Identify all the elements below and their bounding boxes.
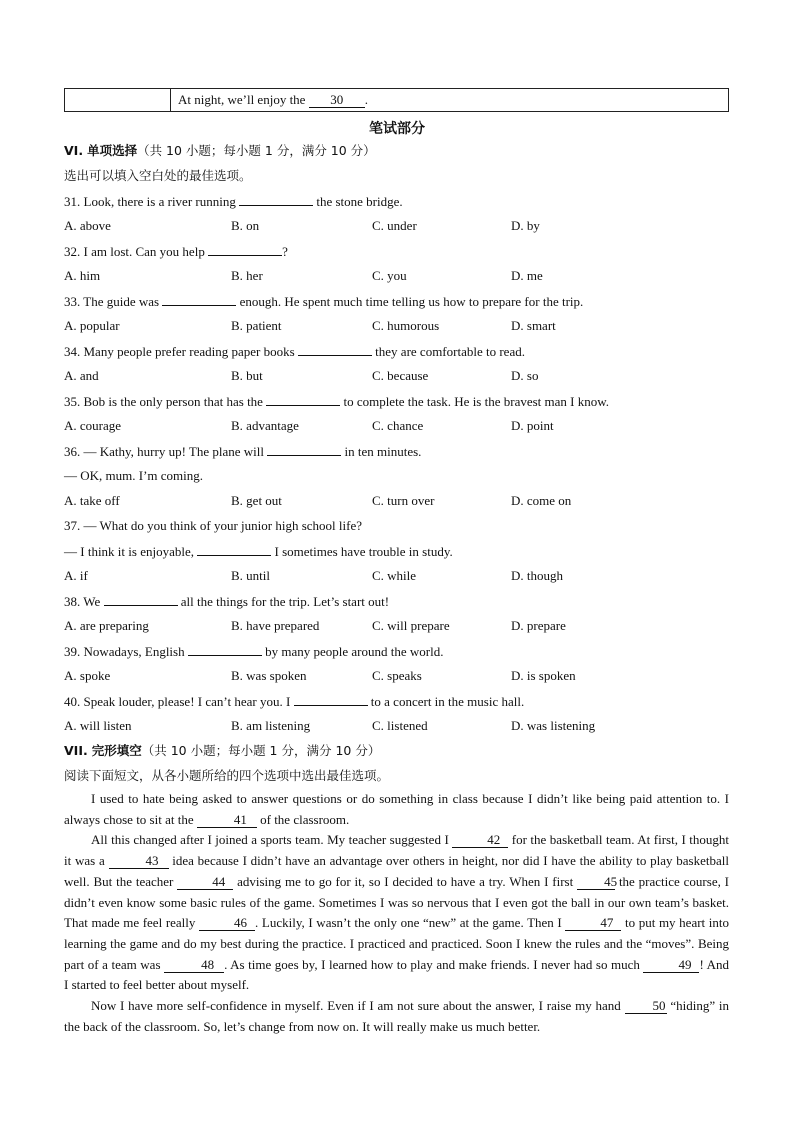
option-c: C. you bbox=[372, 268, 407, 283]
question-stem-end: enough. He spent much time telling us how to prepare for the trip. bbox=[239, 294, 584, 309]
option-d: D. though bbox=[511, 568, 563, 583]
option-a: A. courage bbox=[64, 418, 122, 433]
blank-43: 43 bbox=[109, 854, 169, 869]
question-36 bbox=[64, 443, 421, 460]
question-37: 37. — What do you think of your junior high school life? bbox=[64, 518, 362, 533]
option-d: D. come on bbox=[511, 493, 572, 508]
answer-table-row bbox=[64, 88, 729, 112]
question-stem: 39. Nowadays, English bbox=[64, 644, 185, 659]
section-title: 笔试部分 bbox=[369, 121, 425, 137]
answer-blank bbox=[298, 343, 372, 356]
option-c: C. humorous bbox=[372, 318, 440, 333]
question-stem: 33. The guide was bbox=[64, 294, 160, 309]
section-6-heading bbox=[64, 143, 376, 159]
question-stem: 40. Speak louder, please! I can’t hear you. I bbox=[64, 694, 291, 709]
question-34 bbox=[64, 343, 525, 360]
answer-blank bbox=[197, 543, 271, 556]
passage-text: “hiding” in the back of the classroom. So, let’s change from now on. It will really make us much better. bbox=[64, 998, 729, 1034]
passage-text: idea because I didn’t have an advantage over others in height, nor did I have the ability to play basketball well. But the teacher bbox=[64, 853, 729, 889]
blank-30: 30 bbox=[309, 93, 365, 108]
blank-48: 48 bbox=[164, 958, 224, 973]
option-c: C. chance bbox=[372, 418, 424, 433]
question-stem: 32. I am lost. Can you help bbox=[64, 244, 205, 259]
question-stem: 31. Look, there is a river running bbox=[64, 194, 236, 209]
cloze-passage bbox=[64, 789, 729, 1037]
option-a: A. are preparing bbox=[64, 618, 149, 633]
option-b: B. have prepared bbox=[231, 618, 320, 633]
option-d: D. by bbox=[511, 218, 540, 233]
question-38 bbox=[64, 593, 389, 610]
passage-paragraph-1 bbox=[64, 789, 729, 830]
option-c: C. while bbox=[372, 568, 417, 583]
passage-text: I used to hate being asked to answer questions or do something in class because I didn’t like being paid attention to. I always chose to sit at the bbox=[64, 791, 729, 827]
blank-49: 49 bbox=[643, 958, 699, 973]
option-a: A. above bbox=[64, 218, 111, 233]
blank-41: 41 bbox=[197, 813, 257, 828]
reply-text: — I think it is enjoyable, bbox=[64, 544, 194, 559]
option-b: B. until bbox=[231, 568, 271, 583]
answer-blank bbox=[239, 193, 313, 206]
passage-text: for the basketball team. At first, I thought it was a bbox=[64, 832, 730, 869]
option-a: A. and bbox=[64, 368, 99, 383]
option-a: A. will listen bbox=[64, 718, 132, 733]
table-cell-text bbox=[171, 89, 728, 111]
passage-text: . As time goes by, I learned how to play and make friends. I never had so much bbox=[224, 956, 640, 972]
table-text-end: . bbox=[364, 92, 368, 107]
question-39 bbox=[64, 643, 443, 660]
passage-text: advising me to go for it, so I decided to have a try. When I first bbox=[237, 873, 574, 889]
section-7-numeral: VII. bbox=[64, 743, 88, 758]
option-c: C. listened bbox=[372, 718, 428, 733]
answer-blank bbox=[104, 593, 178, 606]
section-7-title: 完形填空 bbox=[91, 743, 142, 758]
option-a: A. popular bbox=[64, 318, 120, 333]
section-6-instruction: 选出可以填入空白处的最佳选项。 bbox=[64, 168, 252, 183]
option-b: B. get out bbox=[231, 493, 282, 508]
section-6-numeral: VI. bbox=[64, 143, 84, 158]
option-d: D. so bbox=[511, 368, 539, 383]
section-7-points: （共 10 小题；每小题 1 分，满分 10 分） bbox=[141, 743, 381, 758]
question-33 bbox=[64, 293, 583, 310]
answer-blank bbox=[208, 243, 282, 256]
blank-46: 46 bbox=[199, 916, 255, 931]
question-stem: 38. We bbox=[64, 594, 101, 609]
question-stem-end: the stone bridge. bbox=[316, 194, 403, 209]
option-d: D. was listening bbox=[511, 718, 596, 733]
passage-text: the practice course, I didn’t even know some basic rules of the game. Sometimes I was so nervous that I even got the ball in our own team’s basket. That made me feel really bbox=[64, 873, 730, 931]
option-c: C. turn over bbox=[372, 493, 435, 508]
question-35 bbox=[64, 393, 609, 410]
section-6-title: 单项选择 bbox=[87, 143, 138, 158]
option-b: B. but bbox=[231, 368, 263, 383]
option-c: C. under bbox=[372, 218, 417, 233]
question-stem-end: they are comfortable to read. bbox=[375, 344, 525, 359]
question-40 bbox=[64, 693, 524, 710]
question-stem-end: all the things for the trip. Let’s start out! bbox=[180, 594, 390, 609]
blank-45: 45 bbox=[577, 875, 615, 890]
passage-text: of the classroom. bbox=[260, 811, 350, 827]
question-stem-end: to a concert in the music hall. bbox=[370, 694, 525, 709]
option-d: D. is spoken bbox=[511, 668, 576, 683]
passage-text: All this changed after I joined a sports team. My teacher suggested I bbox=[91, 832, 449, 848]
blank-44: 44 bbox=[177, 875, 233, 890]
passage-text: . Luckily, I wasn’t the only one “new” at the game. Then I bbox=[255, 915, 562, 931]
answer-blank bbox=[266, 393, 340, 406]
option-d: D. point bbox=[511, 418, 554, 433]
question-stem-end: ? bbox=[282, 244, 288, 259]
question-37-reply bbox=[64, 543, 453, 560]
passage-text: ! And I started to feel better about myself. bbox=[64, 956, 730, 993]
question-stem: 34. Many people prefer reading paper books bbox=[64, 344, 295, 359]
answer-blank bbox=[162, 293, 236, 306]
question-36-reply: — OK, mum. I’m coming. bbox=[64, 468, 204, 483]
option-a: A. take off bbox=[64, 493, 120, 508]
option-b: B. on bbox=[231, 218, 260, 233]
option-a: A. him bbox=[64, 268, 101, 283]
passage-text: to put my heart into learning the game and do my best during the practice. I practiced and practiced. Soon I knew the rules and the “moves”. Being part of a team was bbox=[64, 915, 730, 972]
option-c: C. speaks bbox=[372, 668, 422, 683]
passage-paragraph-3 bbox=[64, 996, 729, 1037]
answer-blank bbox=[188, 643, 262, 656]
option-b: B. was spoken bbox=[231, 668, 307, 683]
option-b: B. patient bbox=[231, 318, 282, 333]
question-stem-end: to complete the task. He is the bravest man I know. bbox=[343, 394, 610, 409]
blank-47: 47 bbox=[565, 916, 621, 931]
option-a: A. spoke bbox=[64, 668, 111, 683]
question-stem: 35. Bob is the only person that has the bbox=[64, 394, 263, 409]
option-d: D. prepare bbox=[511, 618, 566, 633]
answer-blank bbox=[267, 443, 341, 456]
answer-blank bbox=[294, 693, 368, 706]
reply-text-end: I sometimes have trouble in study. bbox=[274, 544, 453, 559]
question-stem: 36. — Kathy, hurry up! The plane will bbox=[64, 444, 265, 459]
option-d: D. smart bbox=[511, 318, 556, 333]
passage-paragraph-2 bbox=[64, 830, 729, 996]
section-7-instruction: 阅读下面短文，从各小题所给的四个选项中选出最佳选项。 bbox=[64, 768, 390, 783]
section-6-points: （共 10 小题；每小题 1 分，满分 10 分） bbox=[137, 143, 376, 158]
option-d: D. me bbox=[511, 268, 543, 283]
passage-text: Now I have more self-confidence in myself. Even if I am not sure about the answer, I raise my hand bbox=[91, 998, 621, 1014]
question-32 bbox=[64, 243, 288, 260]
option-a: A. if bbox=[64, 568, 88, 583]
table-cell-empty bbox=[65, 89, 171, 111]
option-b: B. her bbox=[231, 268, 263, 283]
question-31 bbox=[64, 193, 403, 210]
blank-42: 42 bbox=[452, 833, 508, 848]
section-7-heading bbox=[64, 743, 380, 759]
question-stem-end: by many people around the world. bbox=[265, 644, 444, 659]
option-c: C. will prepare bbox=[372, 618, 450, 633]
table-text: At night, we’ll enjoy the bbox=[178, 92, 306, 107]
blank-50: 50 bbox=[625, 999, 667, 1014]
option-c: C. because bbox=[372, 368, 429, 383]
question-stem-end: in ten minutes. bbox=[344, 444, 422, 459]
option-b: B. advantage bbox=[231, 418, 299, 433]
option-b: B. am listening bbox=[231, 718, 311, 733]
